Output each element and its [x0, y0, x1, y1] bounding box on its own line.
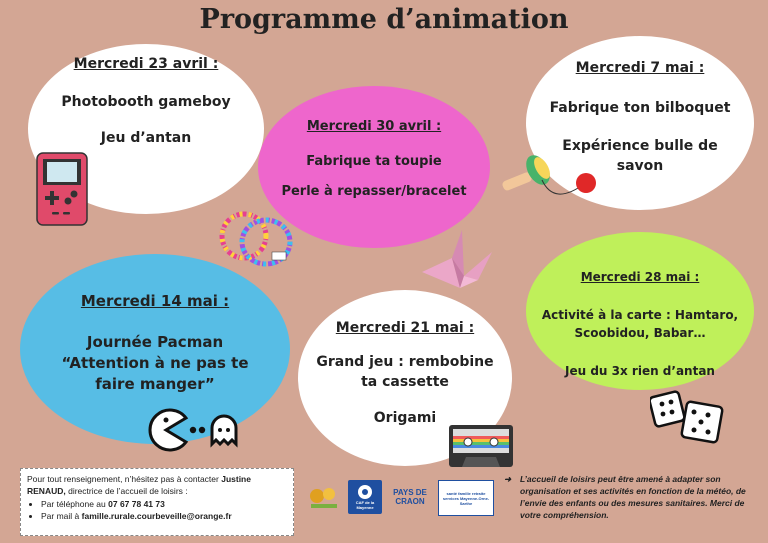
logo-msa: santé famille retraite services Mayenne-Orne-Sarthe — [438, 480, 494, 516]
event-activity: Photobooth gameboy — [61, 94, 231, 110]
contact-mail: • Par mail à famille.rurale.courbeveille@orange.fr — [41, 510, 287, 522]
event-activity: Perle à repasser/bracelet — [281, 184, 467, 199]
event-date: Mercredi 21 mai : — [335, 320, 475, 336]
event-activity: Fabrique ta toupie — [306, 154, 442, 169]
event-date: Mercredi 23 avril : — [73, 56, 219, 72]
info-note: ➜ L’accueil de loisirs peut être amené à adapter son organisation et ses activités en fonction de la météo, de l’envie des enfants ou des mesures sanitaires. Merci de votre compréhension. — [504, 474, 746, 520]
event-bubble-28-mai — [526, 232, 754, 390]
logo-pays-de-craon: PAYS DE CRAON — [393, 488, 427, 506]
event-activity: Jeu du 3x rien d’antan — [565, 364, 715, 378]
pacman-icon — [144, 408, 240, 452]
event-activity: Fabrique ton bilboquet — [549, 100, 731, 116]
event-activity: Expérience bulle de savon — [562, 138, 718, 174]
origami-crane-icon — [418, 228, 498, 298]
bilboquet-icon — [498, 150, 602, 212]
contact-phone: • Par téléphone au 07 67 78 41 73 — [41, 498, 287, 510]
bracelet-icon — [216, 196, 296, 276]
event-activity: Jeu d’antan — [100, 130, 192, 146]
contact-intro: Pour tout renseignement, n’hésitez pas à contacter Justine RENAUD, directrice de l’accueil de loisirs : — [27, 474, 251, 496]
arrow-right-icon: ➜ — [504, 474, 512, 484]
dice-icon — [650, 388, 726, 448]
logo-familles-rurales — [306, 480, 342, 514]
event-date: Mercredi 7 mai : — [575, 60, 705, 76]
event-activity: Origami — [373, 410, 437, 426]
gameboy-icon — [36, 152, 88, 226]
event-activity: Journée Pacman “Attention à ne pas te faire manger” — [61, 333, 249, 393]
contact-box — [20, 468, 294, 536]
event-date: Mercredi 14 mai : — [80, 292, 230, 310]
event-date: Mercredi 30 avril : — [306, 119, 442, 134]
contact-name: Justine RENAUD, — [27, 474, 251, 496]
contact-list — [27, 498, 287, 522]
event-date: Mercredi 28 mai : — [580, 270, 700, 284]
event-activity: Grand jeu : rembobine ta cassette — [316, 354, 494, 390]
event-activity: Activité à la carte : Hamtaro, Scoobidou, Babar… — [541, 308, 739, 340]
page-title: Programme d’animation — [199, 4, 569, 35]
cassette-icon — [448, 424, 514, 468]
logo-caf: CAF de la Mayenne — [348, 480, 382, 514]
